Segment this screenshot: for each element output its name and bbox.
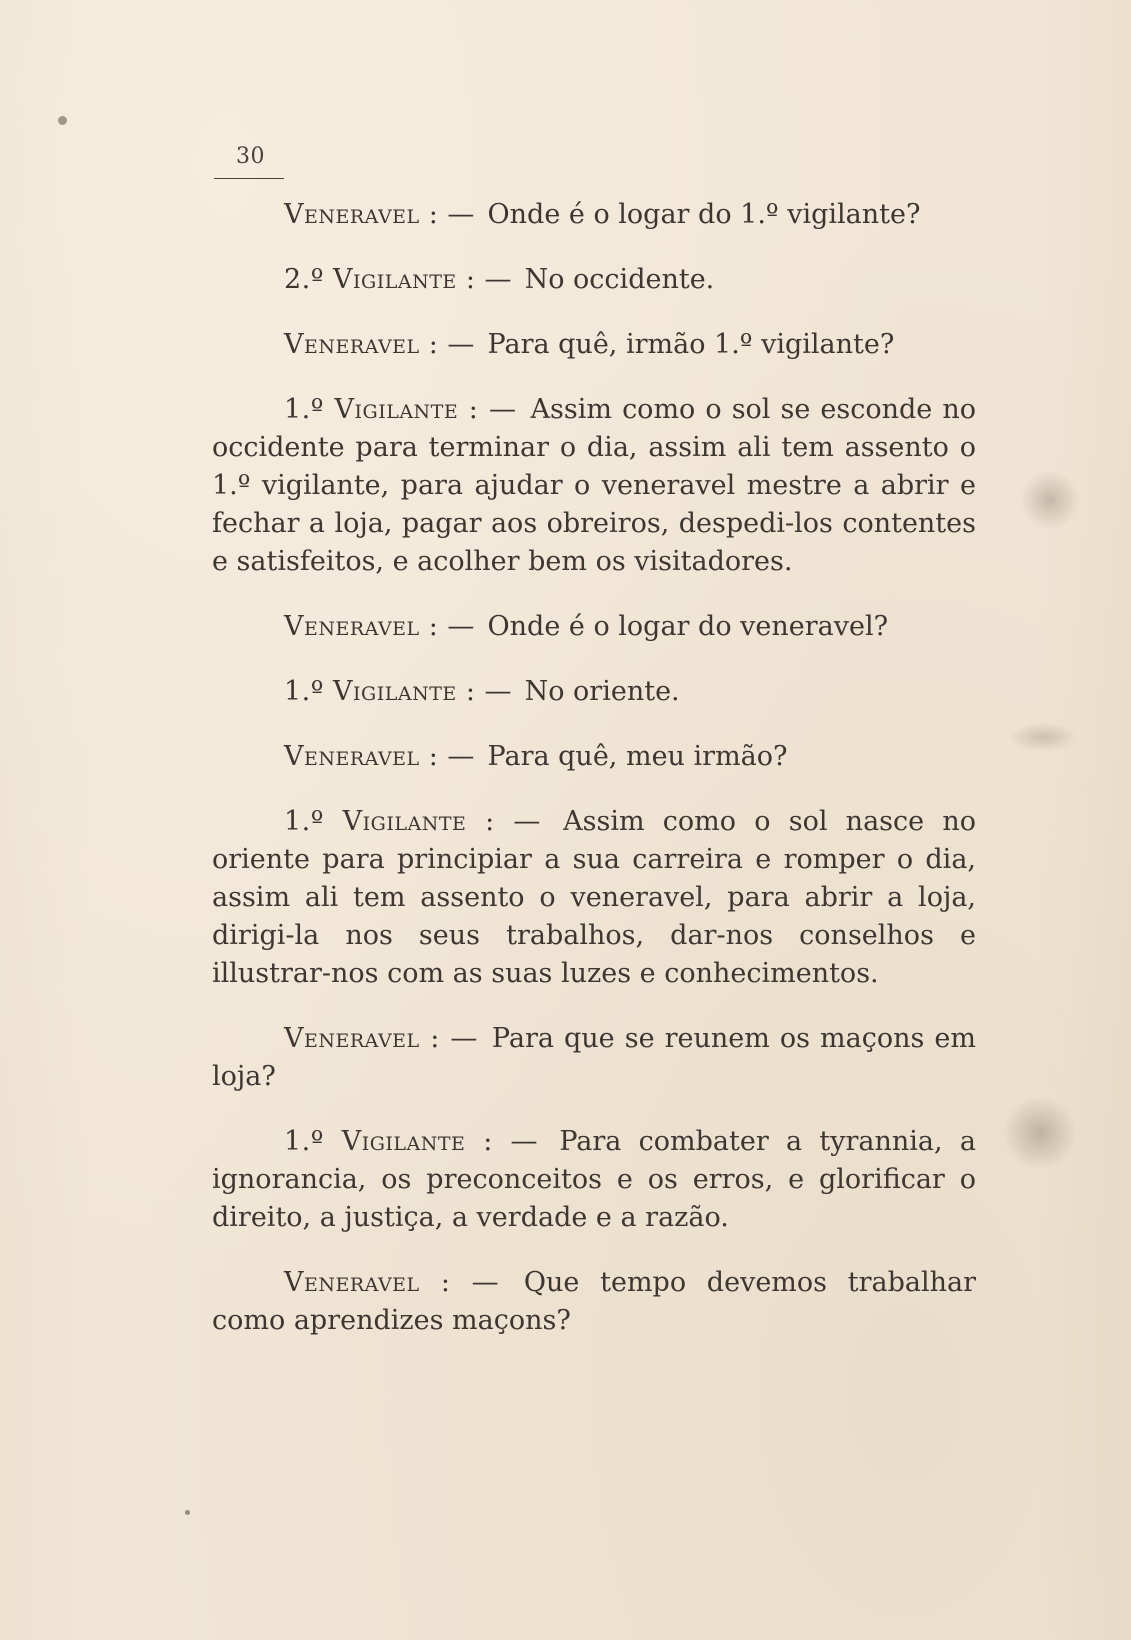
speaker-label: Veneravel : —: [284, 1023, 478, 1054]
dialogue-paragraph: [212, 196, 976, 234]
speech-text: Para combater a tyrannia, a ignorancia, os preconceitos e os erros, e glorificar o direito, a justiça, a verdade e a razão.: [212, 1126, 976, 1233]
dialogue-paragraph: [212, 1123, 976, 1237]
speech-text: Onde é o logar do 1.º vigilante?: [487, 199, 921, 230]
paper-stain: [1008, 722, 1078, 752]
page-number: 30: [236, 144, 265, 169]
dialogue-paragraph: [212, 803, 976, 993]
dialogue-paragraph: [212, 608, 976, 646]
speech-text: No oriente.: [524, 676, 680, 707]
dialogue-paragraph: [212, 391, 976, 581]
dialogue-paragraph: [212, 673, 976, 711]
paper-stain: [58, 116, 67, 125]
dialogue-paragraph: [212, 738, 976, 776]
speaker-label: 1.º Vigilante : —: [284, 676, 512, 707]
speech-text: Para quê, meu irmão?: [487, 741, 788, 772]
speaker-label: Veneravel : —: [284, 329, 475, 360]
paper-stain: [1020, 470, 1080, 530]
dialogue-paragraph: [212, 261, 976, 299]
speech-text: Que tempo devemos trabalhar como aprendizes maçons?: [212, 1267, 976, 1336]
speaker-label: 2.º Vigilante : —: [284, 264, 512, 295]
dialogue-paragraph: [212, 1264, 976, 1340]
dialogue-text: [212, 196, 976, 1367]
speaker-label: Veneravel : —: [284, 611, 475, 642]
speaker-label: Veneravel : —: [284, 199, 475, 230]
speech-text: No occidente.: [524, 264, 715, 295]
speaker-label: Veneravel : —: [284, 1267, 500, 1298]
page-number-rule: [214, 178, 284, 179]
dialogue-paragraph: [212, 1020, 976, 1096]
speech-text: Onde é o logar do veneravel?: [487, 611, 889, 642]
paper-stain: [185, 1510, 190, 1515]
paper-stain: [1000, 1098, 1080, 1168]
speech-text: Para que se reunem os maçons em loja?: [212, 1023, 976, 1092]
speech-text: Para quê, irmão 1.º vigilante?: [487, 329, 895, 360]
speaker-label: 1.º Vigilante : —: [284, 806, 541, 837]
speaker-label: Veneravel : —: [284, 741, 475, 772]
speech-text: Assim como o sol se esconde no occidente para terminar o dia, assim ali tem assento o 1.º vigilante, para ajudar o veneravel mestre a abrir e fechar a loja, pagar aos obreiros, despedi-los contentes e satisfeitos, e acolher bem os visitadores.: [212, 394, 976, 577]
speech-text: Assim como o sol nasce no oriente para principiar a sua carreira e romper o dia, assim ali tem assento o veneravel, para abrir a loja, dirigi-la nos seus trabalhos, dar-nos conselhos e illustrar-nos com as suas luzes e conhecimentos.: [212, 806, 976, 989]
speaker-label: 1.º Vigilante : —: [284, 394, 517, 425]
dialogue-paragraph: [212, 326, 976, 364]
speaker-label: 1.º Vigilante : —: [284, 1126, 539, 1157]
